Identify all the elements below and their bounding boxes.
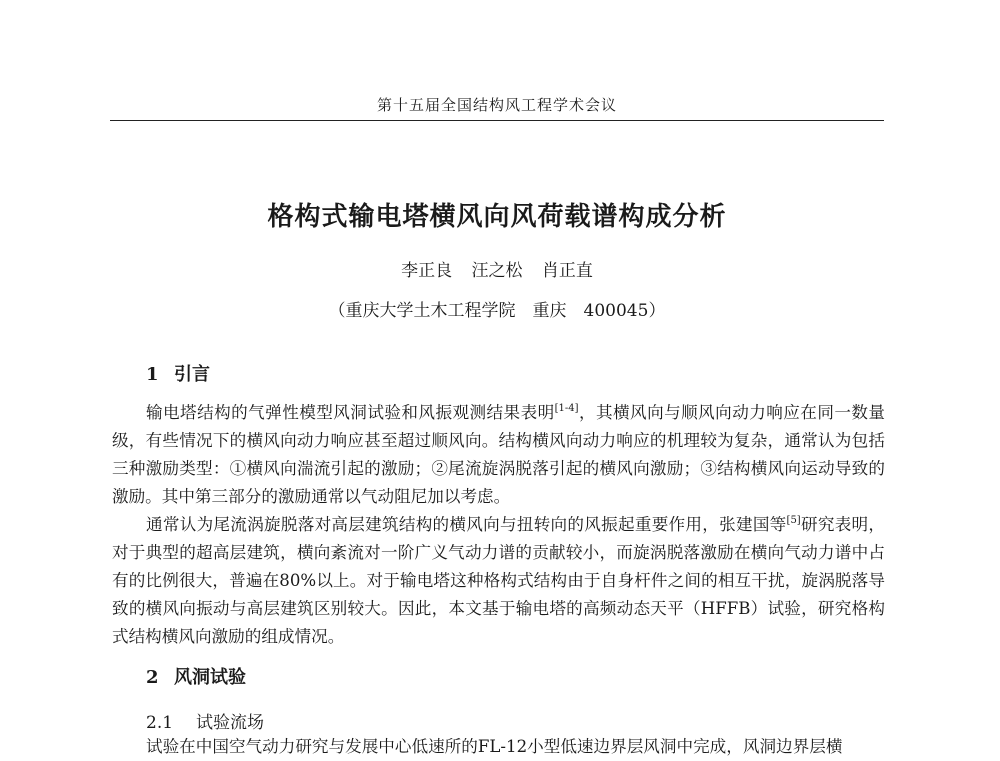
subsection-heading — [146, 708, 264, 733]
subsection-number: 2.1 — [146, 713, 174, 733]
author: 汪之松 — [471, 261, 523, 281]
paragraph-1 — [112, 399, 885, 511]
text: 通常认为尾流涡旋脱落对高层建筑结构的横风向与扭转向的风振起重要作用，张建国等 — [146, 515, 787, 534]
section-title: 引言 — [174, 364, 210, 385]
subsection-title: 试验流场 — [196, 713, 264, 733]
header-rule — [110, 120, 884, 121]
author: 肖正直 — [541, 261, 593, 281]
text: 研究表明，对于典型的超高层建筑，横向紊流对一阶广义气动力谱的贡献较小，而旋涡脱落激励在横向气动力谱中占有的比例很大，普遍在80%以上。对于输电塔这种格构式结构由于自身杆件之间的相互干扰，旋涡脱落导致的横风向振动与高层建筑区别较大。因此，本文基于输电塔的高频动态天平（HFFB）试验，研究格构式结构横风向激励的组成情况。 — [112, 515, 886, 646]
text: ，其横风向与顺风向动力响应在同一数量级，有些情况下的横风向动力响应甚至超过顺风向。结构横风向动力响应的机理较为复杂，通常认为包括三种激励类型：①横风向湍流引起的激励；②尾流旋涡脱落引起的横风向激励；③结构横风向运动导致的激励。其中第三部分的激励通常以气动阻尼加以考虑。 — [112, 403, 885, 506]
section-number: 1 — [146, 364, 159, 385]
authors — [110, 256, 884, 281]
section-heading-1 — [146, 360, 210, 386]
paragraph-2 — [112, 511, 885, 651]
author: 李正良 — [401, 261, 453, 281]
paper-title: 格构式输电塔横风向风荷载谱构成分析 — [267, 202, 727, 232]
citation: [1-4] — [554, 403, 579, 414]
text: 输电塔结构的气弹性模型风洞试验和风振观测结果表明 — [146, 403, 555, 422]
section-number: 2 — [146, 667, 159, 688]
running-header: 第十五届全国结构风工程学术会议 — [376, 96, 617, 114]
section-title: 风洞试验 — [174, 667, 246, 688]
citation: [5] — [786, 515, 801, 526]
paragraph-3: 试验在中国空气动力研究与发展中心低速所的FL-12小型低速边界层风洞中完成，风洞边界层横 — [146, 737, 843, 756]
section-heading-2 — [146, 663, 246, 689]
affiliation: （重庆大学土木工程学院 重庆 400045） — [328, 301, 666, 321]
